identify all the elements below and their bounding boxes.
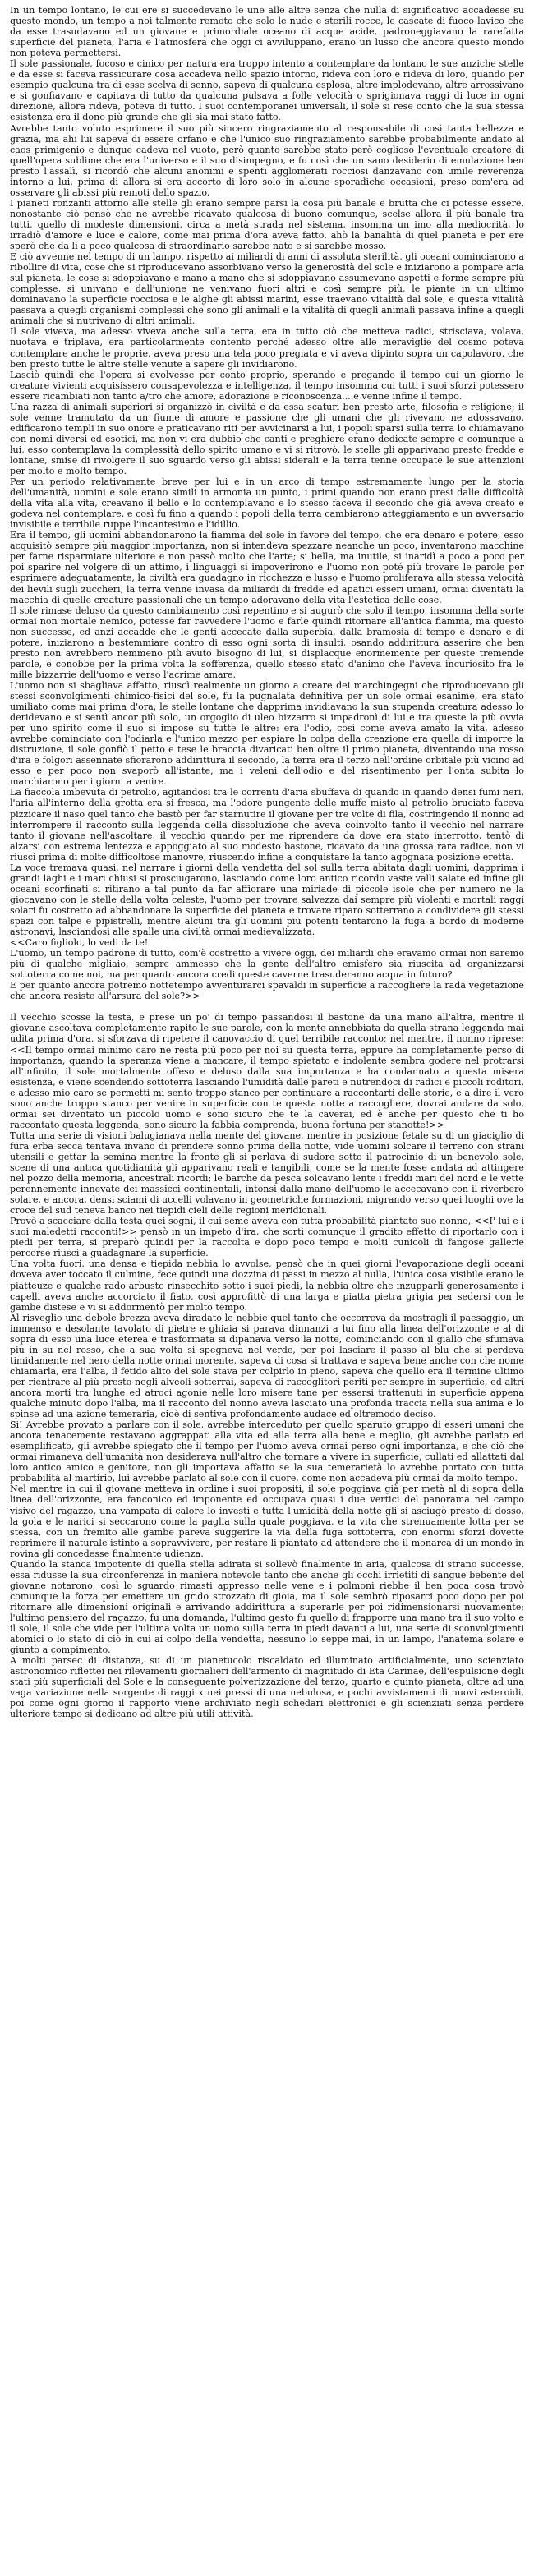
paragraph: Quando la stanca impotente di quella stella adirata si sollevò finalmente in aria, qualcosa di strano successe, essa ridusse la sua circonferenza in maniera notevole tanto che anche gli occhi irrietiti di sangue bebente del giovane notarono, così lo sguardo rimasti appresso nelle vene e i polmoni riebbe il ben poca cosa trovò comunque la forza per emettere un grido strozzato di gioia, ma il sole sembrò riposarci poco dopo per poi ritornare alle dimensioni originali e arrivando addirittura a superarle per poi ridimensionarsi nuovamente; l'ultimo pensiero del ragazzo, fu una domanda, l'ultimo gesto fu quello di frapporre una mano tra il suo volto e il sole, il sole che vide per l'ultima volta un uomo sulla terra in piedi davanti a lui, una serie di sconvolgimenti atomici o lo stato di ciò in cui ai colpo della vendetta, nessuno lo seppe mai, in un lampo, l'anatema solare e giunto a compimento. [10, 1558, 524, 1656]
paragraph: L'uomo non si sbagliava affatto, riuscì realmente un giorno a creare dei marchingegni che riproducevano gli stessi sconvolgimenti chimico-fisici del sole, fu la pugnalata definitiva per un sole ormai esanime, era stato umiliato come mai prima d'ora, le stelle lontane che dapprima invidiavano la sua stupenda creatura adesso lo deridevano e si sentì ancor più solo, un orgoglio di uleo bizzarro si impadronì di lui e tra queste la più ovvia per uno spirito come il suo si impose su tutte le altre: era l'odio, così come aveva amato la vita, adesso avrebbe cominciato con l'odiarla e l'unico mezzo per espiare la colpa della creazione era quella di imporre la distruzione, il sole gonfiò il petto e tese le braccia divaricati ben oltre il primo pianeta, diventando una rosso d'ira e folgori assennate sfiorarono addirittura il secondo, la terra era il terzo nell'ordine orbitale più vicino ad esso e per poco non svaporò all'istante, ma i veleni dell'odio e del risentimento per l'onta subita lo marchiarono per i giorni a venire. [10, 679, 524, 788]
paragraph: E ciò avvenne nel tempo di un lampo, rispetto ai miliardi di anni di assoluta sterilità, gli oceani cominciarono a ribollire di vita, cose che si riproducevano assorbivano verso la generosità del sole e iniziarono a pompare aria sul pianeta, le cose si sdoppiavano e mano a mano che si sdoppiavano assumevano aspetti e forme sempre più complesse, si univano e dall'unione ne venivano fuori altri e così sempre più, le piante in un ultimo dominavano la superficie rocciosa e le alghe gli abissi marini, esse traevano vitalità dal sole, e questa vitalità passava a quegli organismi complessi che sono gli animali e la vitalità di quegli animali passava infine a quegli animali che si nutrivano di altri animali. [10, 251, 524, 327]
paragraph: Nel mentre in cui il giovane metteva in ordine i suoi propositi, il sole poggiava già per metà al di sopra della linea dell'orizzonte, era fanconico ed imponente ed occupava quasi i due vertici del panorama nel campo visivo del ragazzo, una vampata di calore lo investì e tutta l'umidità della notte gli si asciugò presto di dosso, la gola e le narici si seccarono come la paglia sulla quale poggiava, e la vita che strenuamente lotta per se stessa, con un fremito alle gambe pareva suggerire la via della fuga sottoterra, con enormi sforzi dovette reprimere il naturale istinto a sopravvivere, per restare li piantato ad attendere che il monarca di un mondo in rovina gli concedesse finalmente udienza. [10, 1484, 524, 1559]
paragraph: Era il tempo, gli uomini abbandonarono la fiamma del sole in favore del tempo, che era denaro e potere, esso acquisitò sempre più maggior importanza, non si intendeva spezzare neanche un poco, inventarono macchine per farne risparmiare ulteriore e non passò molto che l'arte; si bella, ma inutile, si inaridì a poco a poco per poi sparire nel volgere di un attimo, i linguaggi si impoverirono e l'uomo non poté più trovare le parole per esprimere adeguatamente, la civiltà era guadagno in ricchezza e lusso e l'uomo proliferava alla stessa velocità dei lievili sugli zuccheri, la terra venne invasa da miliardi di fredde ed apatici esseri umani, ormai diventati la macchia di quelle creature passionali che un tempo adoravano della vita l'estetica delle cose. [10, 530, 524, 605]
paragraph: La voce tremava quasi, nel narrare i giorni della vendetta del sol sulla terra abitata dagli uomini, dapprima i grandi laghi e i mari chiusi si prosciugarono, lasciando come loro antico ricordo vaste valli salate ed infine gli oceani scorfinati si ritirano a tal punto da far affiorare una miriade di piccole isole che per numero ne la giocavano con le stelle della volta celeste, l'uomo per trovare salvezza dai sempre più violenti e mortali raggi solari fu costretto ad abbandonare la superficie del pianeta e trovare riparo sotterrano a condividere gli stessi spazi con talpe e pipistrelli, mentre alcuni tra gli uomini più potenti tentarono la fuga a bordo di moderne astronavi, lasciandosi alle spalle una civiltà ormai medievalizzata. [10, 862, 524, 938]
paragraph: In un tempo lontano, le cui ere si succedevano le une alle altre senza che nulla di significativo accadesse su questo mondo, un tempo a noi talmente remoto che solo le nude e sterili rocce, le cascate di fuoco lavico che da esse trasudavano ed un giovane e primordiale oceano di acque acide, padroneggiavano la rarefatta superficie del pianeta, l'aria e l'atmosfera che oggi ci avviluppano, erano un lusso che ancora questo mondo non poteva permettersi. [10, 5, 524, 59]
quote-line: <<Caro figliolo, lo vedi da te! [10, 937, 149, 949]
paragraph: A molti parsec di distanza, su di un pianetucolo riscaldato ed illuminato artificialmente, uno scienziato astronomico riflettei nei rilevamenti giornalieri dell'armento di magnitudo di Eta Carinae, dell'espulsione degli stati più superficiali del Sole e la conseguente polverizzazione del terzo, quarto e quinto pianeta, oltre ad una vaga variazione nella sorgente di raggi x nei pressi di una nebulosa, e pochi avvistamenti di nuovi asteroidi, poi come ogni giorno il rapporto viene archiviato negli schedari elettronici e gli scienziati senza perdere ulteriore tempo si dedicano ad altre più utili attività. [10, 1655, 524, 1720]
paragraph: Al risveglio una debole brezza aveva diradato le nebbie quel tanto che occorreva da mostragli il paesaggio, un immenso e desolante tavolato di pietre e ghiaia si parava dinnanzi a lui fino alla linea dell'orizzonte e al di sopra di esso una luce eterea e trasformata si dipanava verso la notte, cominciando con il giallo che sfumava più in su nel rosso, che a sua volta si spegneva nel verde, per poi lasciare il passo al blu che si perdeva timidamente nel nero della notte ormai morente, sapeva di cosa si trattava e sapeva bene anche con che nome chiamarla, era l'alba, il fetido alito del sole stava per colpirlo in pieno, sapeva che quello era il termine ultimo per rientrare al più presto negli alveoli sotterrai, sapeva di raccoglitori periti per sempre in superficie, ed altri ancora morti tra lunghe ed atroci agonie nelle loro misere tane per essersi trattenuti in superficie appena qualche minuto dopo l'alba, ma il racconto del nonno aveva lasciato una profonda traccia nella sua anima e lo spinse ad una azione temeraria, cioè di sentiva profondamente audace ed oltremodo deciso. [10, 1312, 524, 1420]
paragraph: Il vecchio scosse la testa, e prese un po' di tempo passandosi il bastone da una mano all'altra, mentre il giovane ascoltava completamente rapito le sue parole, con la mente annebbiata da quella strana leggenda mai udita prima d'ora, si sforzava di ripetere il canovaccio di quel terribile racconto; nel mentre, il nonno riprese:<<Il tempo ormai minimo caro ne resta più poco per noi su questa terra, eppure ha completamente perso di importanza, quando la speranza viene a mancare, il tempo spietato e indolente sembra godere nel protrarsi all'infinito, il sole mortalmente offeso e deluso dalla sua importanza e ha condannato a questa misera esistenza, e viene scendendo sottoterra lasciando l'umidità dalle pareti e nutrendoci di radici e piccoli roditori, e adesso mio caro se permetti mi sento troppo stanco per continuare a raccontarti delle storie, e a dire il vero sono anche troppo stanco per venire in superficie con te questa notte a raccogliere, dovrai andare da solo, ormai sei diventato un piccolo uomo e sono sicuro che te la caverai, ed è anche per questo che ti ho raccontato questa leggenda, sono sicuro la fabbia comprenda, buona fortuna per stanotte!>> [10, 1012, 524, 1130]
paragraph: Lasciò quindi che l'opera si evolvesse per conto proprio, sperando e pregando il tempo cui un giorno le creature vivienti acquisissero consapevolezza e intelligenza, il tempo insomma cui tutti i suoi sforzi potessero essere ricambiati non tanto a/tro che amore, adorazione e riconoscenza....e venne infine il tempo. [10, 369, 524, 402]
paragraph: E per quanto ancora potremo nottetempo avventurarci spavaldi in superficie a raccogliere la rada vegetazione che ancora resiste all'arsura del sole?>> [10, 980, 524, 1002]
paragraph: Per un periodo relativamente breve per lui e in un arco di tempo estremamente lungo per la storia dell'umanità, uomini e sole erano simili in armonia un punto, i primi quando non erano presi dalle difficoltà della vita alla vita, creavano il bello e lo contemplavano e lo stesso faceva il secondo che già aveva creato e godeva nel contemplare, e così fu fino a quando i popoli della terra cambiarono atteggiamento e un avversario invisibile e terribile ruppe l'incantesimo e l'idillio. [10, 476, 524, 531]
paragraph: Avrebbe tanto voluto esprimere il suo più sincero ringraziamento al responsabile di così tanta bellezza e grazia, ma ahi lui sapeva di essere orfano e che l'unico suo ringraziamento sarebbe probabilmente andato al caos primigenio e dunque cadeva nel vuoto, però quanto sarebbe stato però coglioso l'eventuale creatore di quell'opera sublime che era l'universo e il suo disimpegno, e fu così che un sano desiderio di emulazione ben presto l'assalì, si ricordò che alcuni anonimi e spenti agglomerati rocciosi danzavano con umile reverenza intorno a lui, prima di allora si era accorto di loro solo in alcune sporadiche occasioni, preso com'era ad osservare gli abissi più remoti dello spazio. [10, 122, 524, 198]
paragraph: I pianeti ronzanti attorno alle stelle gli erano sempre parsi la cosa più banale e brutta che ci potesse essere, nonostante ciò pensò che ne avrebbe ricavato qualcosa di buono comunque, scelse allora il più banale tra tutti, quello di modeste dimensioni, circa a metà strada nel sistema, insomma un imo alla mediocrità, lo irradiò d'amore e luce e calore, come mai prima d'ora aveva fatto, ahò la banalità di quel pianeta e per ere sperò che da lì a poco qualcosa di straordinario sarebbe nato e si sarebbe mosso. [10, 197, 524, 252]
paragraph: Una volta fuori, una densa e tiepida nebbia lo avvolse, pensò che in quei giorni l'evaporazione degli oceani doveva aver toccato il culmine, fece quindi una dozzina di passi in mezzo al nulla, l'unica cosa visibile erano le piatteuze e qualche rado arbusto rinsecchito sotto i suoi piedi, la nebbia oltre che inzupparli generosamente i capelli aveva anche accorciato il fiato, così approfittò di una larga e piatta pietra grigia per sedersi con le gambe distese e vi si addormentò per molto tempo. [10, 1258, 524, 1313]
paragraph: Tutta una serie di visioni balugianava nella mente del giovane, mentre in posizione fetale su di un giaciglio di fura erba secca tentava invano di prendere sonno prima della notte, vide uomini solcare il terreno con strani utensili e gettar la semina mentre la fronte gli si perlava di sudore sotto il patrocinio di un benevolo sole, scene di una antica quotidianità gli apparivano reali e tangibili, come se la mente fosse andata ad attingere nel pozzo della memoria, ancestrali ricordi; le barche da pesca solcavano lente i freddi mari del nord e le vette perennemente innevate dei massicci continentali, intonsi dalla mano dell'uomo le accecavano con il riverbero solare, e ancora, densi sciami di uccelli volavano in geometriche formazioni, migrando verso quei luoghi ove la croce del sud teneva banco nei tiepidi cieli delle regioni meridionali. [10, 1129, 524, 1217]
paragraph: Si! Avrebbe provato a parlare con il sole, avrebbe intercedutо per quello sparuto gruppo di esseri umani che ancora tenacemente restavano aggrappati alla vita ed alla terra alla bene e meglio, gli avrebbe parlato ed esemplificato, gli avrebbe spiegato che il tempo per l'uomo aveva ormai perso ogni importanza, e che ciò che ormai rimaneva dell'umanità non desiderava null'altro che tornare a vivere in superficie, cullati ed allattati dal loro antico amico e genitore, non gli importava affatto se la sua temerarietà lo avrebbe portato con tutta probabilità al martirio, lui avrebbe parlato al sole con il cuore, come non accadeva più ormai da molto tempo. [10, 1419, 524, 1484]
paragraph: Il sole viveva, ma adesso viveva anche sulla terra, era in tutto ciò che metteva radici, strisciava, volava, nuotava e triplava, era particolarmente contento perché adesso oltre alle meraviglie del cosmo poteva contemplare anche le proprie, aveva preso una tela poco pregiata e vi aveva dipinto sopra un capolavoro, che ben presto tutte le altre stelle venute a sapere gli invidiarono. [10, 326, 524, 370]
paragraph: Il sole rimase deluso da questo cambiamento così repentino e si augurò che solo il tempo, insomma della sorte ormai non mortale nemico, potesse far ravvedere l'uomo e farle quindi ritornare all'antica fiamma, ma questo non successe, ed anzi accadde che le genti accecate dalla superbia, dalla bramosia di tempo e denaro e di potere, iniziarono a bestemmiare contro di esso ogni sorta di insulti, osando addirittura asserire che ben presto non avrebbero nemmeno più avuto bisogno di lui, si displacque enormemente per queste tremende parole, e conobbe per la prima volta la sofferenza, quello stesso stato d'animo che l'aveva incuriosito fra le mille bizzarrie dell'uomo e verso l'acrime amare. [10, 605, 524, 680]
paragraph: La fiaccola imbevuta di petrolio, agitandosi tra le correnti d'aria sbuffava di quando in quando densi fumi neri, l'aria all'interno della grotta era si fresca, ma l'odore pungente delle muffe misto al petrolio bruciato faceva pizzicare il naso quel tanto che bastò per far starnutire il giovane per tre volte di fila, costringendo il nonno ad interrompere il racconto sulla leggenda della dissoluzione che aveva coinvolto tanto il vecchio nel narrare tanto il giovane nell'ascoltare, il vecchio quando per me riprendere da dove era stato interrotto, tentò di alzarsi con estrema lentezza e appoggiato al suo modesto bastone, ricavato da una grossa rara radice, non vi riuscì prima di molte difficoltose manovre, riuscendo infine a conquistare la tanto agognata posizione eretta. [10, 787, 524, 862]
paragraph: Provò a scacciare dalla testa quei sogni, il cui seme aveva con tutta probabilità piantato suo nonno, <<I' lui e i suoi maledetti racconti!>> pensò in un impeto d'ira, che sortì comunque il gradito effetto di riportarlo con i piedi per terra, si preparò quindi per la raccolta e dopo poco tempo e molti cunicoli di fangose gallerie percorse riuscì a guadagnare la superficie. [10, 1216, 524, 1259]
paragraph: Il sole passionale, focoso e cinico per natura era troppo intento a contemplare da lontano le sue anziche stelle e da esse si faceva rassicurare cosa accadeva nello spazio intorno, rideva con loro e rideva di loro, quando per esempio qualcuna tra di esse scelva di senno, sapeva di qualcuna esplosa, altre implodevano, altre arrossivano e si gonfiavano e capitava di tutto da qualcuna pulsava a folle velocità o sprigionava raggi di luce in ogni direzione, allora rideva, poteva di tutto. I suoi contemporanei universali, il sole si rese conto che la sua stessa esistenza era il dono più grande che gli sia mai stato fatto. [10, 58, 524, 123]
paragraph: L'uomo, un tempo padrone di tutto, com'è costretto a vivere oggi, dei miliardi che eravamo ormai non saremo più di qualche migliaio, sempre ammesso che la gente dell'altro emisfero sia riuscita ad organizzarsi sottoterra come noi, ma per quanto ancora credi queste caverne trasuderanno acqua in futuro? [10, 948, 524, 981]
paragraph: Una razza di animali superiori si organizzò in civiltà e da essa scaturì ben presto arte, filosofia e religione; il sole venne tramutato da un fiume di amore e passione che gli umani che gli rivevano ne adossavano, edificarono templi in suo onore e praticavano riti per avvicinarsi a lui, i popoli sparsi sulla terra lo chiamavano con nomi diversi ed esotici, ma non vi era dubbio che canti e preghiere erano dedicate sempre e comunque a lui, esso contemplava la complessità dello spirito umano e vi si ritrovò, le stelle gli apparivano presto fredde e lontane, smise di rivolgere il suo sguardo verso gli abissi siderali e la terra tenne occupate le sue attenzioni per molto e molto tempo. [10, 401, 524, 477]
